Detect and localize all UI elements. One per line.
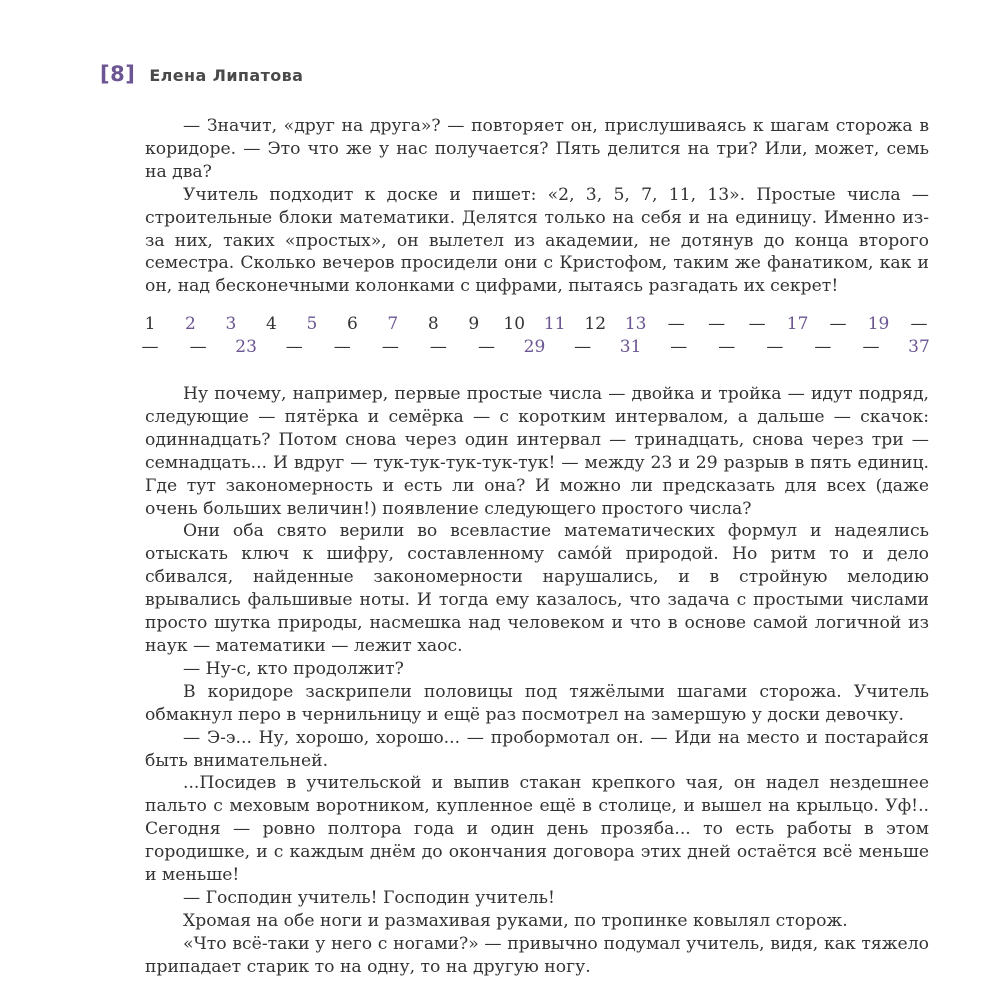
dash-placeholder: — (333, 337, 351, 357)
dash-placeholder: — (189, 337, 207, 357)
prime-number: 13 (624, 314, 647, 334)
dash-placeholder: — (429, 337, 447, 357)
paragraph: Хромая на обе ноги и размахивая руками, по тропинке ковылял сторож. (183, 910, 848, 931)
prime-number: 3 (225, 314, 237, 334)
dash-placeholder: — (708, 314, 726, 334)
paragraph: — Господин учитель! Господин учитель! (183, 887, 555, 908)
dash-placeholder: — (670, 337, 688, 357)
dash-placeholder: — (766, 337, 784, 357)
prime-number: 37 (908, 337, 930, 357)
dash-placeholder: — (748, 314, 766, 334)
dash-placeholder: — (381, 337, 399, 357)
dash-placeholder: — (814, 337, 832, 357)
dash-placeholder: — (285, 337, 303, 357)
paragraph: — Ну-с, кто продолжит? (183, 658, 404, 679)
paragraph: — Э-э... Ну, хорошо, хорошо... — пробормотал он. — Иди на место и постарайся быть внимательней. (145, 727, 929, 771)
sequence-number: 9 (468, 314, 480, 334)
dash-placeholder: — (574, 337, 592, 357)
prime-number: 5 (306, 314, 318, 334)
text-block-top (145, 115, 929, 298)
sequence-number: 1 (144, 314, 156, 334)
paragraph: Учитель подходит к доске и пишет: «2, 3, 5, 7, 11, 13». Простые числа — строительные блоки математики. Делятся только на себя и на единицу. Именно из-за них, таких «простых», он вылетел из академии, не дотянув до конца второго семестра. Сколько вечеров просидели они с Кристофом, таким же фанатиком, как и он, над бесконечными колонками с цифрами, пытаясь разгадать их секрет! (145, 184, 929, 297)
dash-placeholder: — (477, 337, 495, 357)
dash-placeholder: — (910, 314, 928, 334)
page-number: [8] (100, 62, 136, 86)
prime-number: 17 (786, 314, 809, 334)
sequence-number: 12 (584, 314, 607, 334)
paragraph: «Что всё-таки у него с ногами?» — привычно подумал учитель, видя, как тяжело припадает старик то на одну, то на другую ногу. (145, 933, 929, 977)
prime-number: 7 (387, 314, 399, 334)
dash-placeholder: — (667, 314, 685, 334)
prime-number: 19 (867, 314, 890, 334)
sequence-number: 6 (346, 314, 358, 334)
sequence-number: 4 (265, 314, 277, 334)
prime-number: 23 (235, 337, 257, 357)
paragraph: ...Посидев в учительской и выпив стакан крепкого чая, он надел нездешнее пальто с меховым воротником, купленное ещё в столице, и вышел на крыльцо. Уф!.. Сегодня — ровно полтора года и один день прозяба... то есть работы в этом городишке, и с каждым днём до окончания договора этих дней остаётся всё меньше и меньше! (145, 773, 929, 886)
dash-placeholder: — (862, 337, 880, 357)
dash-placeholder: — (141, 337, 159, 357)
prime-number: 29 (523, 337, 546, 357)
paragraph: Они оба свято верили во всевластие математических формул и надеялись отыскать ключ к шифру, составленному само́й природой. Но ритм то и дело сбивался, найденные закономерности нарушались, и в стройную мелодию врывались фальшивые ноты. И тогда ему казалось, что задача с простыми числами просто шутка природы, насмешка над человеком и что в основе самой логичной из наук — математики — лежит хаос. (145, 521, 929, 656)
dash-placeholder: — (829, 314, 847, 334)
text-block-bottom (145, 383, 929, 979)
author-name: Елена Липатова (149, 66, 304, 85)
prime-number: 2 (185, 314, 196, 334)
prime-number: 31 (619, 337, 642, 357)
paragraph: В коридоре заскрипели половицы под тяжёлыми шагами сторожа. Учитель обмакнул перо в чернильницу и ещё раз посмотрел на замершую у доски девочку. (145, 681, 929, 725)
sequence-number: 10 (503, 314, 526, 334)
paragraph: Ну почему, например, первые простые числа — двойка и тройка — идут подряд, следующие — пятёрка и семёрка — с коротким интервалом, а дальше — скачок: одиннадцать? Потом снова через один интервал — тринадцать, снова через три — семнадцать... И вдруг — тук-тук-тук-тук-тук! — между 23 и 29 разрыв в пять единиц. Где тут закономерность и есть ли она? И можно ли предсказать для всех (даже очень больших величин!) появление следующего простого числа? (145, 384, 929, 519)
prime-number: 11 (543, 314, 566, 334)
number-sequence-line-2 (141, 337, 930, 361)
dash-placeholder: — (718, 337, 736, 357)
sequence-number: 8 (427, 314, 439, 334)
running-header (100, 62, 303, 86)
paragraph: — Значит, «друг на друга»? — повторяет он, прислушиваясь к шагам сторожа в коридоре. — Это что же у нас получается? Пять делится на три? Или, может, семь на два? (145, 116, 929, 182)
number-sequence-line-1 (145, 314, 929, 338)
